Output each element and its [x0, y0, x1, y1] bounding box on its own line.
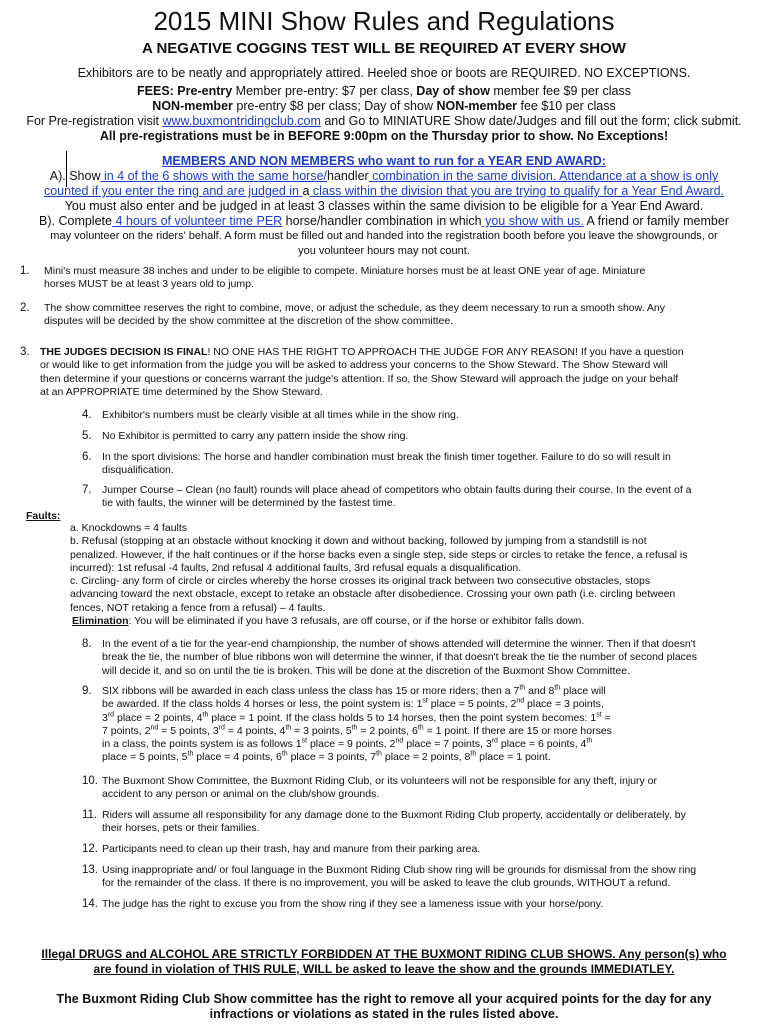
rule-line: for the remainder of the class. If there is no improvement, you will be asked to leave the club grounds, WITHOUT a refund.: [102, 877, 671, 890]
rule-number: 10.: [82, 775, 98, 787]
ordinal-suffix: st: [422, 697, 428, 705]
rule-line: disputes will be decided by the show committee at the discretion of the show committee.: [44, 315, 454, 328]
requirement-a-handler: handler: [327, 169, 369, 183]
r9-text: place = 9 points, 2: [307, 738, 396, 751]
ordinal-suffix: nd: [395, 737, 404, 745]
r9-text: place will: [560, 685, 606, 697]
rule-line: No Exhibitor is permitted to carry any pattern inside the show ring.: [102, 430, 409, 442]
rule-line: Riders will assume all responsibility for any damage done to the Buxmont Riding Club property, accidentally or deliberately, by: [102, 809, 686, 821]
fees-section: [0, 84, 768, 144]
non-member-day-fee: fee $10 per class: [517, 99, 616, 113]
rule-line: horses MUST be at least 3 years old to jump.: [44, 278, 254, 291]
rule-line: [102, 725, 612, 738]
rule-line: Exhibitor's numbers must be clearly visible at all times while in the show ring.: [102, 409, 459, 421]
requirement-b-friend: A friend or family member: [583, 214, 729, 228]
requirement-b-combination: horse/handler combination in which: [282, 214, 482, 228]
rule-line: Using inappropriate and/ or foul language in the Buxmont Riding Club show ring will be grounds for dismissal from the show ring: [102, 864, 697, 876]
r9-text: and 8: [525, 685, 555, 697]
requirement-a-class: class within the division that you are trying to qualify for a Year End Award.: [309, 184, 725, 198]
rule-number: 6.: [82, 451, 92, 463]
r9-text: = 1 point. If there are 15 or more horses: [423, 724, 612, 737]
non-label: NON-: [152, 99, 185, 113]
rule-line: at an APPROPRIATE time determined by the Show Steward.: [40, 385, 323, 398]
rule-3-first-line: ! NO ONE HAS THE RIGHT TO APPROACH THE JUDGE FOR ANY REASON! If you have a question: [207, 346, 684, 358]
ordinal-suffix: th: [470, 750, 477, 758]
r9-text: = 4 points, 4: [224, 724, 286, 737]
rule-line: or would like to get information from the judge you will be asked to address your concerns to the Show Steward. The Show Steward will: [40, 359, 668, 372]
ordinal-suffix: nd: [150, 724, 159, 732]
year-end-award-section: [0, 154, 768, 259]
requirement-b-label: B). Complete: [39, 214, 112, 228]
fault-refusal-line: b. Refusal (stopping at an obstacle without knocking it down and without backing, followed by jumping from a standstill is not: [70, 535, 647, 548]
committee-line: infractions or violations as stated in the rules listed above.: [209, 1007, 559, 1021]
drugs-alcohol-notice: [0, 947, 768, 977]
coggins-notice: A NEGATIVE COGGINS TEST WILL BE REQUIRED AT EVERY SHOW: [142, 40, 626, 57]
rule-line: [40, 346, 684, 359]
rule-line: [102, 751, 612, 764]
rule-line: accident to any person or animal on the club/show grounds.: [102, 788, 380, 801]
r9-text: place = 7 points, 3: [403, 738, 492, 751]
non-member-pre-entry-fee: pre-entry $8 per class; Day of show: [232, 99, 437, 113]
pre-registration-instructions: and Go to MINIATURE Show date/Judges and fill out the form; click submit.: [320, 114, 742, 128]
rule-line: [102, 685, 612, 698]
fault-refusal-line: penalized. However, if the halt continues or if the horse backs even a single step, side steps or circles to retake the fence, a refusal is: [70, 548, 688, 561]
r9-text: place = 2 points, 8: [381, 751, 471, 764]
ordinal-suffix: nd: [516, 697, 525, 705]
rule-line: will decide it, and so on until the tie is broken. This will be done at the discretion of the Buxmont Show Committee.: [102, 664, 630, 677]
ordinal-suffix: th: [519, 684, 526, 692]
club-website-link[interactable]: www.buxmontridingclub.com: [162, 114, 321, 128]
requirement-a-line-2: [0, 184, 768, 199]
day-of-show-label: Day of show: [416, 84, 490, 98]
rule-line: The judge has the right to excuse you from the show ring if they see a lameness issue with your horse/pony.: [102, 898, 604, 910]
ordinal-suffix: rd: [218, 724, 225, 732]
attire-notice: Exhibitors are to be neatly and appropriately attired. Heeled shoe or boots are REQUIRED. NO EXCEPTIONS.: [77, 66, 691, 80]
rule-line: [102, 712, 612, 725]
rule-number: 4.: [82, 409, 92, 421]
r9-text: = 2 points, 6: [357, 724, 418, 737]
requirement-a-counted: counted if you enter the ring and are judged in: [43, 184, 303, 198]
ordinal-suffix: th: [376, 750, 382, 758]
drugs-line: are found in violation of THIS RULE, WILL be asked to leave the show and the grounds IMMEDIATLEY.: [93, 962, 675, 976]
rule-number: 2.: [20, 302, 30, 314]
committee-notice: [0, 992, 768, 1022]
member-day-fee: member fee $9 per class: [489, 84, 631, 98]
requirement-b-line-2: may volunteer on the riders' behalf. A form must be filled out and handed into the registration booth before you leave the showgrounds, or: [50, 230, 718, 242]
year-end-heading-text: MEMBERS AND NON MEMBERS who want to run for a YEAR END AWARD:: [162, 154, 606, 168]
fault-refusal-line: incurred): 1st refusal -4 faults, 2nd refusal 4 additional faults, 3rd refusal equals a disqualification.: [70, 561, 522, 574]
r9-text: 3: [102, 711, 108, 724]
requirement-b-hours: 4 hours of volunteer time PER: [111, 214, 283, 228]
fees-line-1: [0, 84, 768, 99]
fees-line-3: [0, 114, 768, 129]
ordinal-suffix: th: [202, 711, 209, 719]
r9-text: = 5 points, 3: [158, 724, 219, 737]
rule-number: 5.: [82, 430, 92, 442]
requirement-a-line-3: You must also enter and be judged in at least 3 classes within the same division to be eligible for a Year End Award.: [64, 199, 704, 213]
ordinal-suffix: st: [596, 711, 602, 719]
judges-decision-final: THE JUDGES DECISION IS FINAL: [40, 346, 208, 358]
faults-label: Faults:: [26, 510, 61, 522]
r9-text: place = 6 points, 4: [497, 738, 587, 751]
rule-line: their horses, pets or their families.: [102, 822, 260, 835]
r9-text: 7 points, 2: [102, 724, 151, 737]
r9-text: place = 1 point.: [476, 751, 551, 764]
rule-number: 9.: [82, 685, 92, 697]
rule-number: 13.: [82, 864, 98, 876]
ordinal-suffix: th: [554, 684, 561, 692]
rule-line: In the event of a tie for the year-end championship, the number of shows attended will determine the winner. Then if that doesn't: [102, 638, 696, 650]
rule-line: tie with faults, the winner will be determined by the fastest time.: [102, 497, 396, 510]
requirement-a-line-1: [0, 169, 768, 184]
ordinal-suffix: th: [351, 724, 358, 732]
rule-line: disqualification.: [102, 464, 174, 477]
fault-circling-line: fences, NOT retaking a fence from a refusal) – 4 faults.: [70, 601, 326, 614]
rule-line: The Buxmont Show Committee, the Buxmont Riding Club, or its volunteers will not be responsible for any theft, injury or: [102, 775, 658, 787]
rule-number: 14.: [82, 898, 98, 910]
r9-text: place = 4 points, 6: [193, 751, 282, 764]
rule-number: 1.: [20, 265, 30, 277]
r9-text: SIX ribbons will be awarded in each class unless the class has 15 or more riders; then a 7: [102, 685, 520, 697]
rule-number: 3.: [20, 346, 30, 358]
elimination-label: Elimination: [72, 615, 129, 628]
rule-line: break the tie, the number of blue ribbons won will determine the winner, if that doesn't break the tie the number of second places: [102, 651, 698, 664]
r9-text: place = 3 points, 7: [287, 751, 377, 764]
fees-label: FEES:: [137, 84, 174, 98]
member-label: member: [184, 99, 233, 113]
ordinal-suffix: th: [417, 724, 424, 732]
ordinal-suffix: th: [281, 750, 288, 758]
rule-number: 12.: [82, 843, 98, 855]
ordinal-suffix: th: [187, 750, 194, 758]
r9-text: =: [601, 711, 611, 724]
rule-line: Mini's must measure 38 inches and under to be eligible to compete. Miniature horses must be at least ONE year of age. Miniature: [44, 265, 646, 277]
rule-line: In the sport divisions: The horse and handler combination must break the finish timer together. Failure to do so will result in: [102, 451, 671, 463]
fault-circling-line: advancing toward the next obstacle, except to retake an obstacle after disobedience. Crossing your own path (i.e. circling between: [70, 588, 676, 601]
r9-text: in a class, the points system is as follows 1: [102, 738, 302, 751]
r9-text: place = 5 points, 2: [427, 698, 517, 711]
r9-text: place = 1 point. If the class holds 5 to 14 horses, then the point system becomes: 1: [208, 711, 597, 724]
rule-line: [102, 698, 612, 711]
rule-line: The show committee reserves the right to combine, move, or adjust the schedule, as they deem necessary to run a smooth show. Any: [44, 302, 665, 314]
rule-line: then determine if your questions or concerns warrant the judge's attention. If so, the Show Steward will approach the judge on your behalf: [40, 372, 679, 385]
fault-circling-line: c. Circling- any form of circle or circles whereby the horse crosses its original track between two consecutive obstacles, stops: [70, 575, 651, 588]
pre-registration-deadline: All pre-registrations must be in BEFORE 9:00pm on the Thursday prior to show. No Exceptions!: [99, 129, 669, 143]
rule-line: Jumper Course – Clean (no fault) rounds will place ahead of competitors who obtain faults during their course. In the event of a: [102, 484, 692, 496]
committee-line: The Buxmont Riding Club Show committee has the right to remove all your acquired points for the day for any: [56, 992, 712, 1006]
ordinal-suffix: rd: [491, 737, 498, 745]
member-pre-entry-fee: Member pre-entry: $7 per class,: [232, 84, 417, 98]
fault-knockdowns: a. Knockdowns = 4 faults: [70, 522, 188, 534]
fees-line-2: [0, 99, 768, 114]
rule-number: 7.: [82, 484, 92, 496]
requirement-a-article: a: [302, 184, 310, 198]
elimination-line: [70, 615, 760, 628]
non-member-label: NON-member: [436, 99, 518, 113]
r9-text: place = 5 points, 5: [102, 751, 188, 764]
fees-line-4: [0, 129, 768, 144]
r9-text: place = 3 points,: [524, 698, 604, 711]
pre-entry-label: Pre-entry: [173, 84, 233, 98]
r9-text: = 3 points, 5: [291, 724, 352, 737]
ordinal-suffix: th: [285, 724, 292, 732]
rule-line: Participants need to clean up their trash, hay and manure from their parking area.: [102, 843, 481, 855]
rule-number: 8.: [82, 638, 92, 650]
pre-registration-text: For Pre-registration visit: [26, 114, 163, 128]
rule-number: 11.: [82, 809, 98, 821]
ordinal-suffix: th: [586, 737, 593, 745]
requirement-a-shows: in 4 of the 6 shows with the same horse/: [100, 169, 327, 183]
requirement-b-show: you show with us.: [481, 214, 584, 228]
ordinal-suffix: st: [301, 737, 308, 745]
year-end-heading: [0, 154, 768, 169]
ordinal-suffix: rd: [107, 711, 115, 719]
page-title: 2015 MINI Show Rules and Regulations: [153, 6, 615, 36]
rule-line: [102, 738, 612, 751]
r9-text: be awarded. If the class holds 4 horses or less, the point system is: 1: [102, 698, 423, 711]
requirement-a-combination: combination in the same division.: [368, 169, 557, 183]
r9-text: place = 2 points, 4: [114, 711, 203, 724]
requirement-b-line-3: you volunteer hours may not count.: [298, 245, 470, 257]
drugs-line: Illegal DRUGS and ALCOHOL ARE STRICTLY FORBIDDEN AT THE BUXMONT RIDING CLUB SHOWS. Any person(s) who: [41, 947, 727, 961]
elimination-text: : You will be eliminated if you have 3 refusals, are off course, or if the horse or exhibitor falls down.: [128, 615, 585, 628]
requirement-b-line-1: [0, 214, 768, 229]
requirement-a-attendance: Attendance at a show is only: [556, 169, 719, 183]
requirement-a-label: A). Show: [49, 169, 101, 183]
